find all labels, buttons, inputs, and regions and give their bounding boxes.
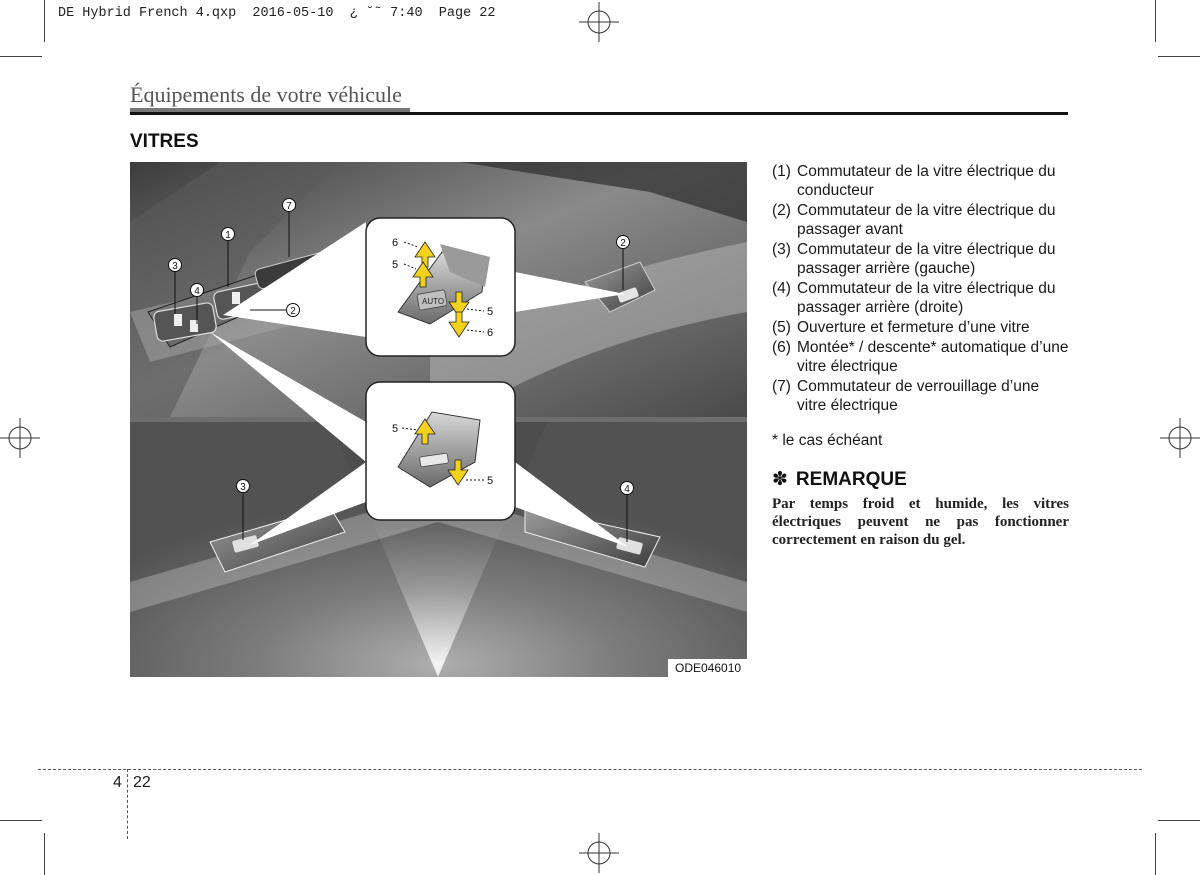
callout-text: 3	[240, 482, 246, 493]
page-number: 22	[133, 774, 151, 791]
callout-text: 2	[290, 306, 296, 317]
arrow-label: 5	[392, 423, 399, 435]
registration-mark	[579, 833, 619, 873]
legend-number: (5)	[772, 319, 791, 336]
arrow-label: 6	[392, 237, 399, 249]
legend-item	[772, 201, 1072, 239]
crop-mark	[44, 0, 45, 42]
registration-mark	[1160, 418, 1200, 458]
footer-rule	[38, 769, 1142, 770]
legend-item	[772, 279, 1072, 317]
bottom-inset	[366, 382, 515, 520]
registration-mark	[0, 418, 40, 458]
legend-text: Commutateur de la vitre électrique du passager avant	[797, 202, 1056, 238]
legend-number: (7)	[772, 378, 791, 395]
crop-mark	[0, 56, 42, 57]
arrow-label: 6	[487, 327, 494, 339]
arrow-label: 5	[487, 306, 494, 318]
arrow-label: 5	[487, 475, 494, 487]
print-slug: DE Hybrid French 4.qxp 2016-05-10 ¿ ˘˜ 7:40 Page 22	[58, 6, 496, 21]
crop-mark	[44, 833, 45, 875]
note-title-text: REMARQUE	[795, 469, 907, 490]
illustration-svg	[130, 162, 747, 677]
note-title	[772, 468, 907, 491]
legend-number: (4)	[772, 280, 791, 297]
legend-item	[772, 318, 1072, 337]
legend-text: Commutateur de la vitre électrique du passager arrière (gauche)	[797, 241, 1056, 277]
note-body: Par temps froid et humide, les vitres électriques peuvent ne pas fonctionner correctement en raison du gel.	[772, 496, 1069, 548]
footer-divider	[127, 769, 128, 839]
legend-number: (6)	[772, 339, 791, 356]
callout-text: 1	[225, 230, 231, 241]
page-heading: VITRES	[130, 131, 199, 152]
figure-code: ODE046010	[675, 661, 742, 675]
legend-number: (2)	[772, 202, 791, 219]
legend-item	[772, 377, 1072, 415]
legend-item	[772, 338, 1072, 376]
registration-mark	[579, 2, 619, 42]
footnote: * le cas échéant	[772, 432, 883, 449]
crop-mark	[1158, 56, 1200, 57]
legend-item	[772, 162, 1072, 200]
title-rule	[130, 112, 1068, 115]
callout-text: 7	[286, 201, 292, 212]
section-title: Équipements de votre véhicule	[130, 82, 402, 107]
callout-text: 4	[194, 286, 200, 297]
auto-label: AUTO	[422, 297, 445, 306]
legend-text: Ouverture et fermeture d’une vitre	[797, 319, 1030, 336]
callout-text: 3	[172, 261, 178, 272]
crop-mark	[1155, 833, 1156, 875]
callout-text: 4	[624, 484, 630, 495]
legend-text: Commutateur de verrouillage d’une vitre électrique	[797, 378, 1040, 414]
legend-item	[772, 240, 1072, 278]
crop-mark	[0, 820, 42, 821]
legend-text: Commutateur de la vitre électrique du passager arrière (droite)	[797, 280, 1056, 316]
window-switch-illustration	[130, 162, 747, 677]
legend-number: (1)	[772, 163, 791, 180]
legend-text: Montée* / descente* automatique d’une vitre électrique	[797, 339, 1069, 375]
legend-number: (3)	[772, 241, 791, 258]
chapter-number: 4	[113, 774, 122, 791]
note-star-icon: ✽	[772, 469, 788, 490]
legend-list	[772, 162, 1072, 416]
top-inset	[366, 218, 515, 356]
callout-text: 2	[620, 238, 626, 249]
crop-mark	[1155, 0, 1156, 42]
crop-mark	[1158, 820, 1200, 821]
arrow-label: 5	[392, 259, 399, 271]
legend-text: Commutateur de la vitre électrique du conducteur	[797, 163, 1056, 199]
